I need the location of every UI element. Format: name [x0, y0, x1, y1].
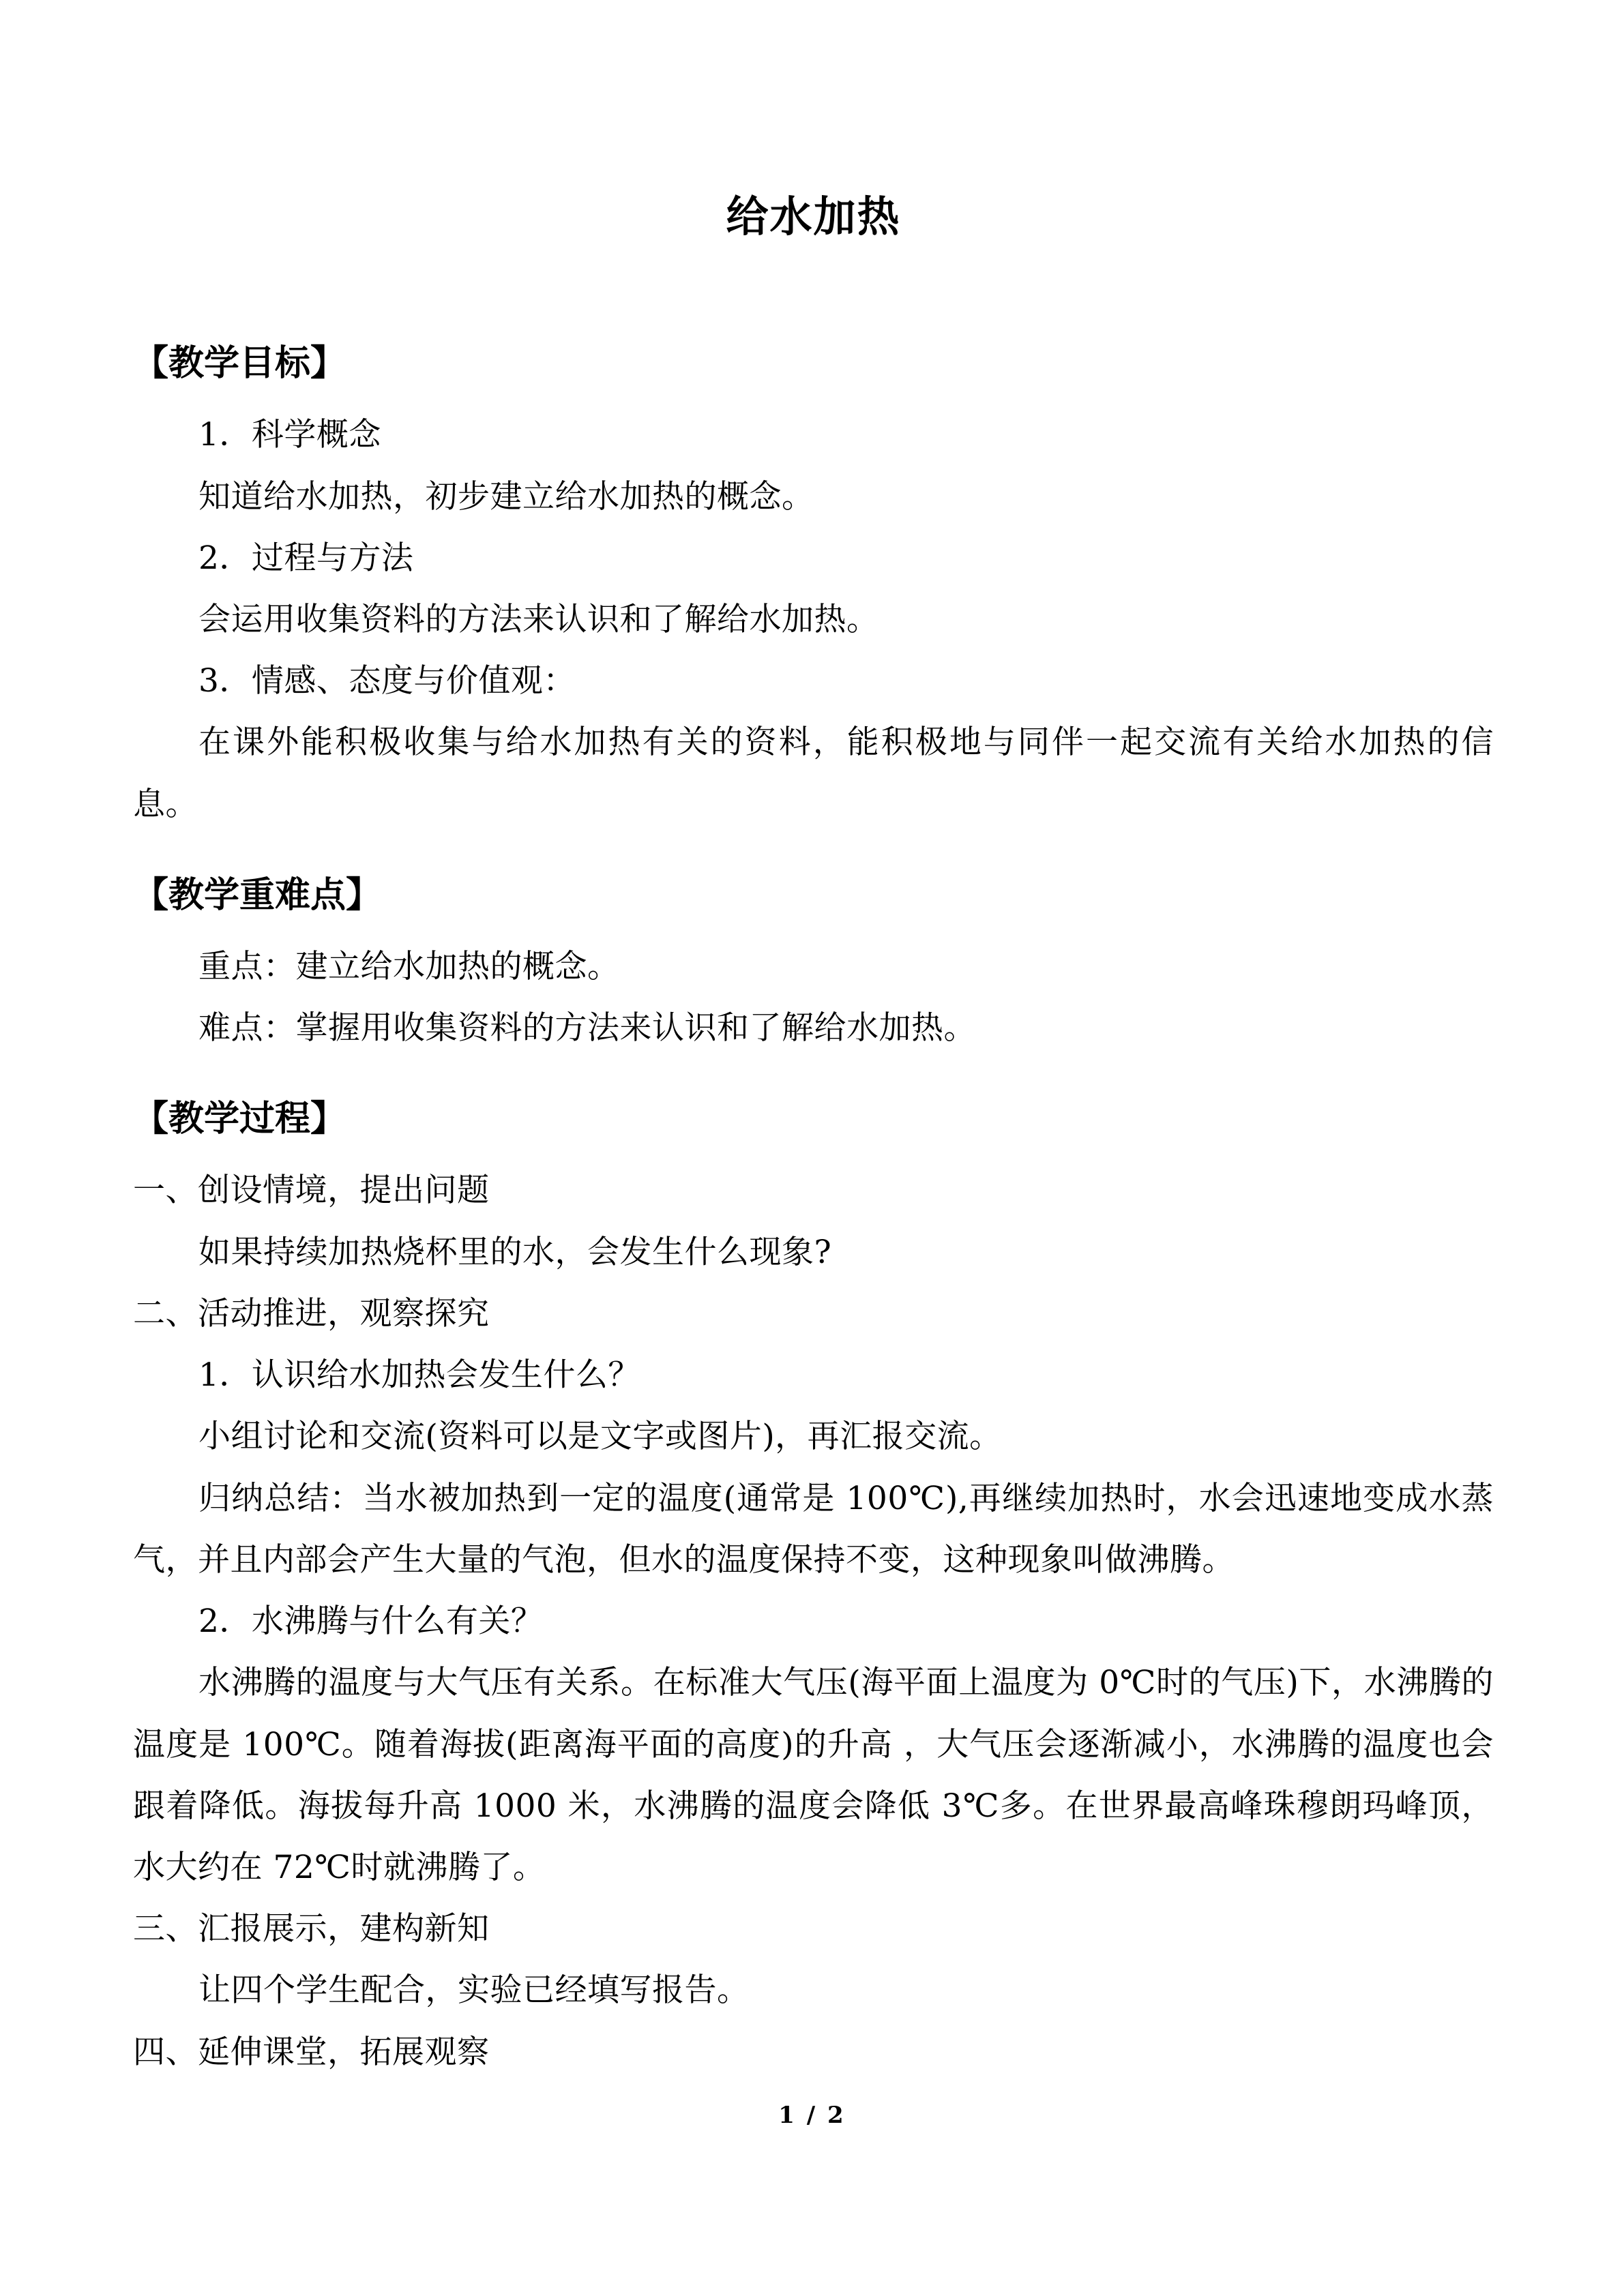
key-point-focus: 重点：建立给水加热的概念。	[198, 947, 620, 985]
process-step-2-summary: 归纳总结：当水被加热到一定的温度(通常是 100℃),再继续加热时，水会迅速地变成水蒸气，并且内部会产生大量的气泡，但水的温度保持不变，这种现象叫做沸腾。	[133, 1479, 1494, 1579]
process-step-3-heading: 三、汇报展示，建构新知	[133, 1910, 490, 1948]
objective-item-1-body: 知道给水加热，初步建立给水加热的概念。	[198, 477, 814, 516]
key-point-difficulty: 难点：掌握用收集资料的方法来认识和了解给水加热。	[198, 1009, 976, 1047]
section-heading-process: 【教学过程】	[133, 1099, 346, 1140]
process-step-2-heading: 二、活动推进，观察探究	[133, 1294, 490, 1332]
process-step-4-heading: 四、延伸课堂，拓展观察	[133, 2033, 490, 2071]
process-step-2-item-1-body: 小组讨论和交流(资料可以是文字或图片)，再汇报交流。	[198, 1418, 1002, 1456]
process-step-2-item-2-body: 水沸腾的温度与大气压有关系。在标准大气压(海平面上温度为 0℃时的气压)下，水沸腾的温度是 100℃。随着海拔(距离海平面的高度)的升高 ，大气压会逐渐减小，水沸腾的温度也会跟着降低。海拔每升高 1000 米，水沸腾的温度会降低 3℃多。在世界最高峰珠穆朗玛峰顶， 水大约在 72℃时就沸腾了。	[133, 1664, 1494, 1886]
process-step-3-body: 让四个学生配合，实验已经填写报告。	[198, 1971, 750, 2010]
page-title: 给水加热	[726, 192, 901, 241]
objective-item-2-title: 2．过程与方法	[198, 539, 414, 577]
objective-item-3-body: 在课外能积极收集与给水加热有关的资料，能积极地与同伴一起交流有关给水加热的信息。	[133, 724, 1494, 823]
process-step-1-body: 如果持续加热烧杯里的水，会发生什么现象?	[198, 1233, 832, 1271]
section-heading-key-points: 【教学重难点】	[133, 874, 382, 916]
process-step-1-heading: 一、创设情境，提出问题	[133, 1172, 490, 1210]
page-number: 1 / 2	[778, 2102, 846, 2129]
objective-item-2-body: 会运用收集资料的方法来认识和了解给水加热。	[198, 601, 879, 638]
process-step-2-item-2: 2．水沸腾与什么有关？	[198, 1602, 544, 1641]
objective-item-3-title: 3．情感、态度与价值观：	[198, 662, 576, 700]
section-heading-objectives: 【教学目标】	[133, 343, 346, 385]
document-body	[133, 0, 1494, 2083]
objective-item-1-title: 1．科学概念	[198, 416, 381, 454]
process-step-2-item-1: 1．认识给水加热会发生什么？	[198, 1356, 640, 1395]
